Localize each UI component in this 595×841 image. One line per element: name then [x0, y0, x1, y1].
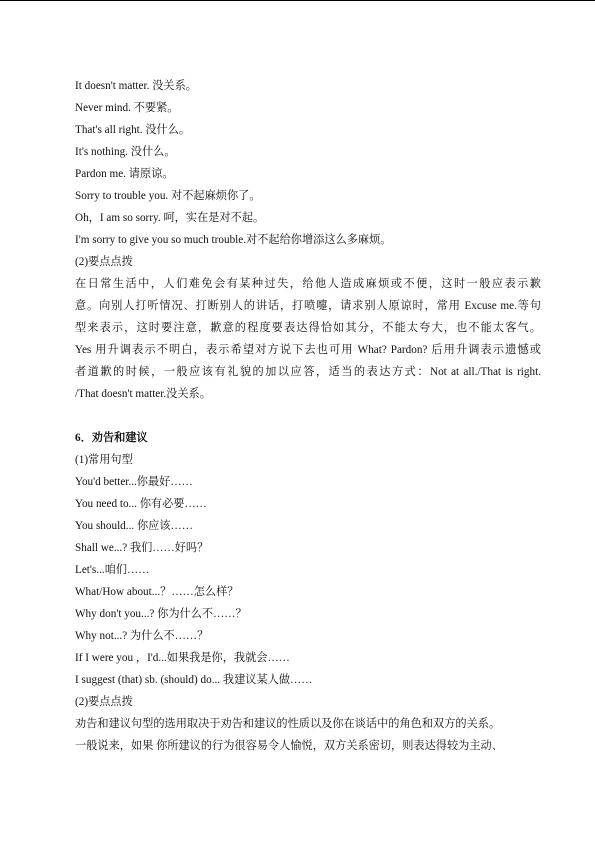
phrase-line: I'm sorry to give you so much trouble.对不起给你增添这么多麻烦。 [75, 234, 392, 246]
pattern-line: I suggest (that) sb. (should) do... 我建议某人做…… [75, 674, 313, 686]
pattern-line: Shall we...? 我们……好吗？ [75, 542, 209, 554]
pattern-line: Let's...咱们…… [75, 564, 150, 576]
patterns-heading: (1)常用句型 [75, 454, 133, 466]
paragraph-line: 在日常生活中，人们难免会有某种过失，给他人造成麻烦或不便，这时一般应表示歉 [75, 278, 541, 290]
pattern-line: Why don't you...? 你为什么不……？ [75, 608, 247, 620]
pattern-line: You'd better...你最好…… [75, 476, 193, 488]
paragraph-line: 劝告和建议句型的选用取决于劝告和建议的性质以及你在谈话中的角色和双方的关系。 [75, 718, 501, 730]
paragraph-line: 型来表示，这时要注意，歉意的程度要表达得恰如其分，不能太夸大，也不能太客气。 [75, 322, 541, 334]
pattern-line: You should... 你应该…… [75, 520, 193, 532]
phrase-line: It's nothing. 没什么。 [75, 146, 176, 158]
pattern-line: Why not...? 为什么不……？ [75, 630, 209, 642]
pattern-line: What/How about...？……怎么样？ [75, 586, 239, 598]
pattern-line: You need to... 你有必要…… [75, 498, 207, 510]
paragraph-line: Yes 用升调表示不明白，表示希望对方说下去也可用 What? Pardon? 后用升调表示遗憾或 [75, 344, 541, 356]
paragraph-line: 一般说来，如果 你所建议的行为很容易令人愉悦，双方关系密切，则表达得较为主动、 [75, 740, 503, 752]
phrase-line: Pardon me. 请原谅。 [75, 168, 174, 180]
phrase-line: It doesn't matter. 没关系。 [75, 80, 197, 92]
tips-heading: (2)要点点拨 [75, 696, 133, 708]
phrase-line: That's all right. 没什么。 [75, 124, 191, 136]
paragraph-line: 者道歉的时候，一般应该有礼貌的加以应答，适当的表达方式：Not at all./That is right. [75, 366, 541, 378]
section-title: 6．劝告和建议 [75, 432, 148, 444]
pattern-line: If I were you ，I'd...如果我是你，我就会…… [75, 652, 290, 664]
phrase-line: Sorry to trouble you. 对不起麻烦你了。 [75, 190, 261, 202]
phrase-line: Oh，I am so sorry. 呵，实在是对不起。 [75, 212, 265, 224]
phrase-line: Never mind. 不要紧。 [75, 102, 179, 114]
tips-heading: (2)要点点拨 [75, 256, 133, 268]
paragraph-line: /That doesn't matter.没关系。 [75, 388, 211, 400]
top-border-line [0, 0, 595, 1]
paragraph-line: 意。向别人打听情况、打断别人的讲话，打喷嚏，请求别人原谅时，常用 Excuse me.等句 [75, 300, 541, 312]
